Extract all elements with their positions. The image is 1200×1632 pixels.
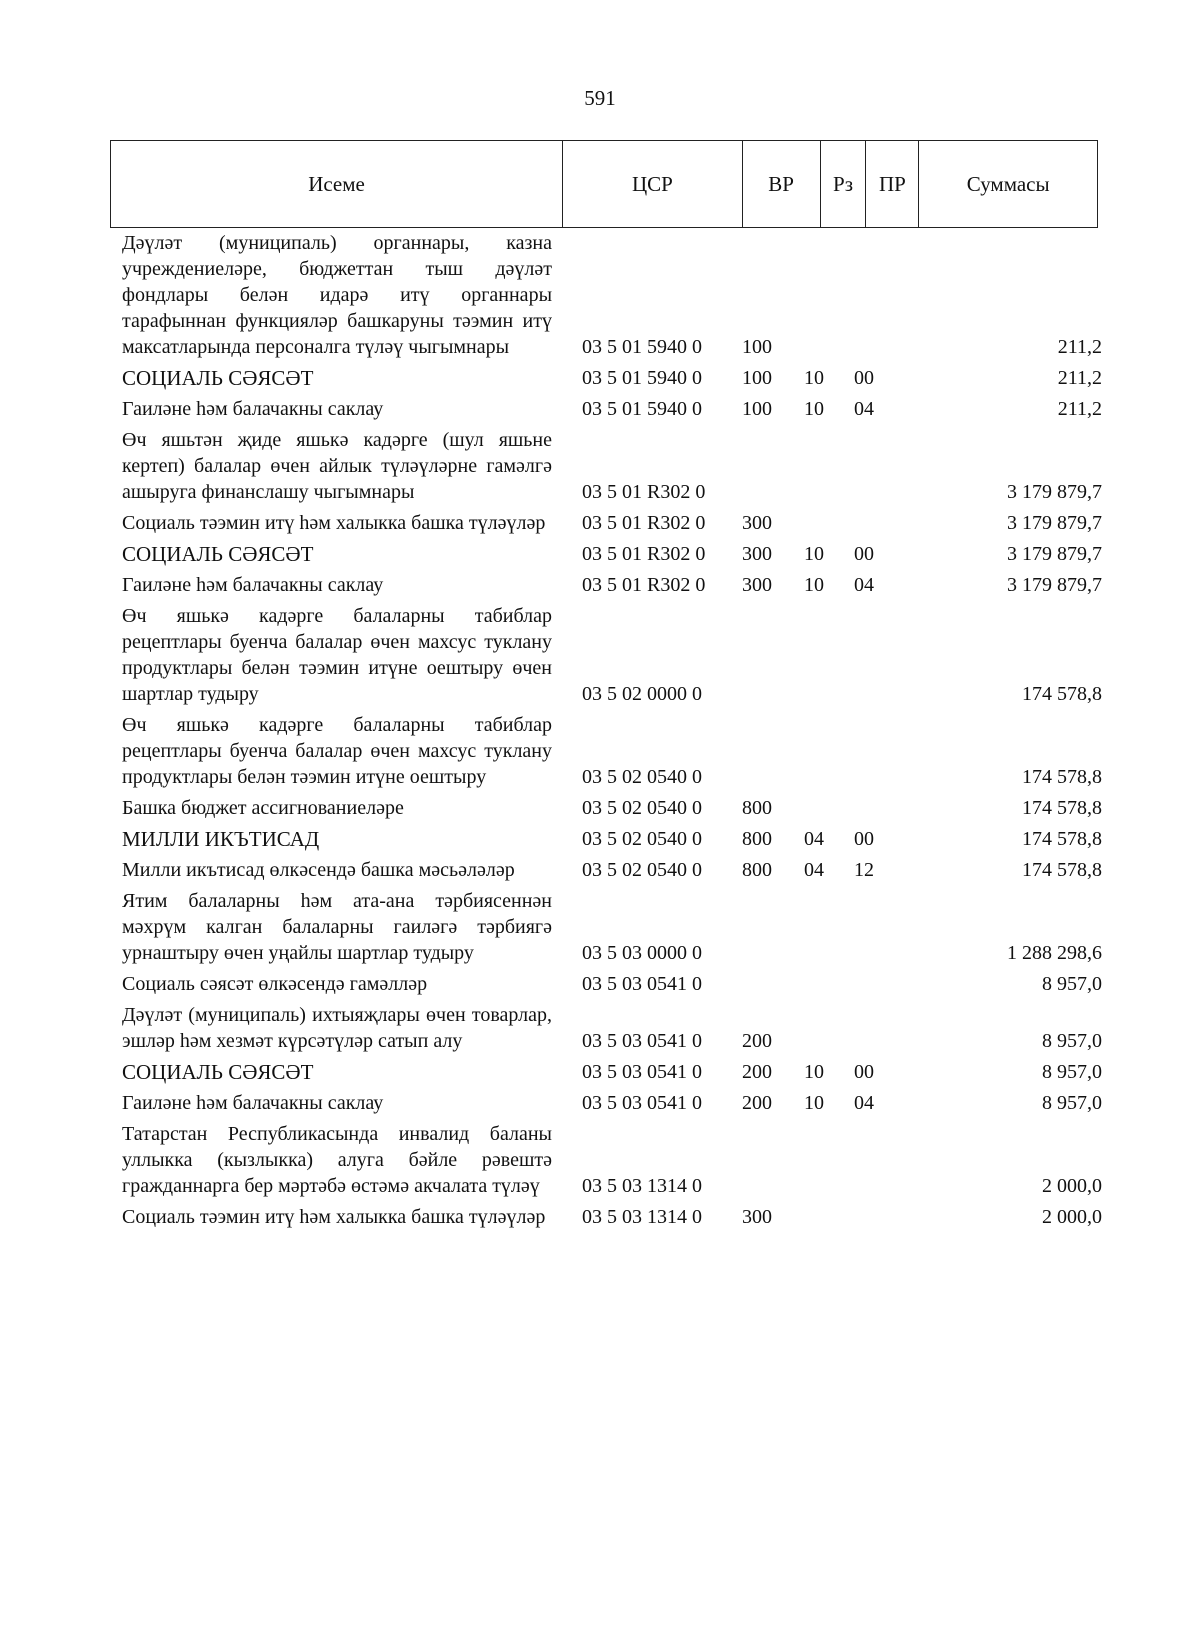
table-row [122, 888, 1102, 966]
table-row [122, 1090, 1102, 1116]
cell-name: Милли икътисад өлкәсендә башка мәсьәләләр [122, 859, 515, 881]
cell-name: Гаиләне һәм балачакны саклау [122, 574, 384, 596]
cell-csr: 03 5 01 R302 0 [582, 574, 706, 596]
cell-csr: 03 5 01 5940 0 [582, 398, 702, 420]
cell-csr: 03 5 02 0000 0 [582, 683, 702, 705]
cell-csr: 03 5 01 R302 0 [582, 512, 706, 534]
cell-name: Өч яшькә кадәрге балаларны табиблар рецептлары буенча балалар өчен махсус туклану продуктлары белән тәэмин итүне оештыру [122, 714, 552, 788]
cell-name: Социаль сәясәт өлкәсендә гамәлләр [122, 973, 428, 995]
cell-csr: 03 5 01 R302 0 [582, 543, 706, 565]
cell-sum: 174 578,8 [1022, 683, 1102, 705]
table-header [110, 140, 1098, 228]
cell-name: Социаль тәэмин итү һәм халыкка башка түләүләр [122, 512, 546, 534]
cell-sum: 211,2 [1057, 398, 1102, 420]
cell-name: Башка бюджет ассигнованиеләре [122, 797, 404, 819]
cell-rz: 10 [804, 574, 824, 596]
table-row [122, 1204, 1102, 1230]
cell-csr: 03 5 03 0541 0 [582, 973, 702, 995]
cell-csr: 03 5 02 0540 0 [582, 859, 702, 881]
cell-name: Өч яшькә кадәрге балаларны табиблар рецептлары буенча балалар өчен махсус туклану продуктлары белән тәэмин итүне оештыру өчен шартлар тудыру [122, 605, 552, 705]
cell-vr: 300 [742, 574, 772, 596]
cell-vr: 300 [742, 1206, 772, 1228]
cell-name: Гаиләне һәм балачакны саклау [122, 398, 384, 420]
cell-rz: 04 [804, 859, 824, 881]
column-header-pr: ПР [866, 141, 919, 227]
cell-csr: 03 5 03 0541 0 [582, 1061, 702, 1083]
cell-pr: 04 [854, 398, 874, 420]
cell-sum: 8 957,0 [1042, 973, 1102, 995]
table-row [122, 712, 1102, 790]
cell-vr: 100 [742, 367, 772, 389]
cell-pr: 00 [854, 828, 874, 850]
cell-csr: 03 5 02 0540 0 [582, 828, 702, 850]
cell-vr: 200 [742, 1092, 772, 1114]
cell-name: Өч яшьтән җиде яшькә кадәрге (шул яшьне кертеп) балалар өчен айлык түләүләрне гамәлгә ашыруга финанслашу чыгымнары [122, 429, 552, 503]
cell-vr: 200 [742, 1030, 772, 1052]
table-row [122, 1059, 1102, 1085]
cell-csr: 03 5 01 5940 0 [582, 367, 702, 389]
table-row [122, 365, 1102, 391]
table-row [122, 396, 1102, 422]
cell-sum: 174 578,8 [1022, 766, 1102, 788]
table-row [122, 857, 1102, 883]
table-row [122, 510, 1102, 536]
cell-vr: 200 [742, 1061, 772, 1083]
table-row [122, 572, 1102, 598]
cell-rz: 10 [804, 543, 824, 565]
table-row [122, 230, 1102, 360]
column-header-name: Исеме [111, 141, 563, 227]
cell-name: Ятим балаларны һәм ата-ана тәрбиясеннән мәхрүм калган балаларны гаиләгә тәрбиягә урнаштыру өчен уңайлы шартлар тудыру [122, 890, 552, 964]
cell-sum: 3 179 879,7 [1007, 481, 1102, 503]
cell-pr: 04 [854, 574, 874, 596]
cell-rz: 10 [804, 367, 824, 389]
cell-vr: 300 [742, 543, 772, 565]
cell-name: МИЛЛИ ИКЪТИСАД [122, 827, 320, 851]
cell-vr: 100 [742, 398, 772, 420]
cell-sum: 174 578,8 [1022, 859, 1102, 881]
cell-pr: 12 [854, 859, 874, 881]
table-row [122, 795, 1102, 821]
column-header-csr: ЦСР [563, 141, 743, 227]
cell-csr: 03 5 01 5940 0 [582, 336, 702, 358]
column-header-vr: ВР [743, 141, 821, 227]
cell-sum: 3 179 879,7 [1007, 512, 1102, 534]
cell-csr: 03 5 03 0541 0 [582, 1092, 702, 1114]
cell-csr: 03 5 03 1314 0 [582, 1175, 702, 1197]
table-row [122, 971, 1102, 997]
cell-vr: 100 [742, 336, 772, 358]
page-number: 591 [584, 86, 616, 110]
cell-name: СОЦИАЛЬ СӘЯСӘТ [122, 366, 314, 390]
table-row [122, 1002, 1102, 1054]
table-row [122, 427, 1102, 505]
cell-pr: 04 [854, 1092, 874, 1114]
cell-csr: 03 5 03 1314 0 [582, 1206, 702, 1228]
cell-sum: 211,2 [1057, 336, 1102, 358]
cell-csr: 03 5 03 0541 0 [582, 1030, 702, 1052]
table-row [122, 541, 1102, 567]
cell-name: СОЦИАЛЬ СӘЯСӘТ [122, 1060, 314, 1084]
cell-vr: 800 [742, 859, 772, 881]
table-row [122, 1121, 1102, 1199]
cell-vr: 800 [742, 797, 772, 819]
cell-sum: 174 578,8 [1022, 828, 1102, 850]
cell-csr: 03 5 01 R302 0 [582, 481, 706, 503]
cell-rz: 10 [804, 1092, 824, 1114]
cell-sum: 3 179 879,7 [1007, 543, 1102, 565]
table-row [122, 826, 1102, 852]
table-row [122, 603, 1102, 707]
cell-vr: 300 [742, 512, 772, 534]
cell-csr: 03 5 03 0000 0 [582, 942, 702, 964]
cell-sum: 8 957,0 [1042, 1030, 1102, 1052]
cell-csr: 03 5 02 0540 0 [582, 797, 702, 819]
table-body [122, 230, 1102, 1235]
cell-name: СОЦИАЛЬ СӘЯСӘТ [122, 542, 314, 566]
column-header-sum: Суммасы [966, 171, 1050, 196]
cell-name: Гаиләне һәм балачакны саклау [122, 1092, 384, 1114]
cell-name: Дәүләт (муниципаль) органнары, казна учреждениеләре, бюджеттан тыш дәүләт фондлары белән идарә итү органнары тарафыннан функцияләр башкаруны тәэмин итү максатларында персоналга түләү чыгымнары [122, 232, 552, 358]
cell-name: Социаль тәэмин итү һәм халыкка башка түләүләр [122, 1206, 546, 1228]
cell-sum: 2 000,0 [1042, 1175, 1102, 1197]
cell-pr: 00 [854, 543, 874, 565]
cell-pr: 00 [854, 367, 874, 389]
cell-csr: 03 5 02 0540 0 [582, 766, 702, 788]
cell-sum: 211,2 [1057, 367, 1102, 389]
cell-vr: 800 [742, 828, 772, 850]
cell-name: Дәүләт (муниципаль) ихтыяҗлары өчен товарлар, эшләр һәм хезмәт күрсәтүләр сатып алу [122, 1004, 552, 1052]
cell-sum: 2 000,0 [1042, 1206, 1102, 1228]
column-header-rz: Рз [821, 141, 867, 227]
cell-sum: 1 288 298,6 [1007, 942, 1102, 964]
cell-pr: 00 [854, 1061, 874, 1083]
cell-rz: 10 [804, 1061, 824, 1083]
cell-rz: 10 [804, 398, 824, 420]
cell-sum: 8 957,0 [1042, 1061, 1102, 1083]
cell-sum: 8 957,0 [1042, 1092, 1102, 1114]
cell-rz: 04 [804, 828, 824, 850]
cell-name: Татарстан Республикасында инвалид баланы уллыкка (кызлыкка) алуга бәйле рәвештә гражданнарга бер мәртәбә өстәмә акчалата түләү [122, 1123, 552, 1197]
cell-sum: 174 578,8 [1022, 797, 1102, 819]
cell-sum: 3 179 879,7 [1007, 574, 1102, 596]
